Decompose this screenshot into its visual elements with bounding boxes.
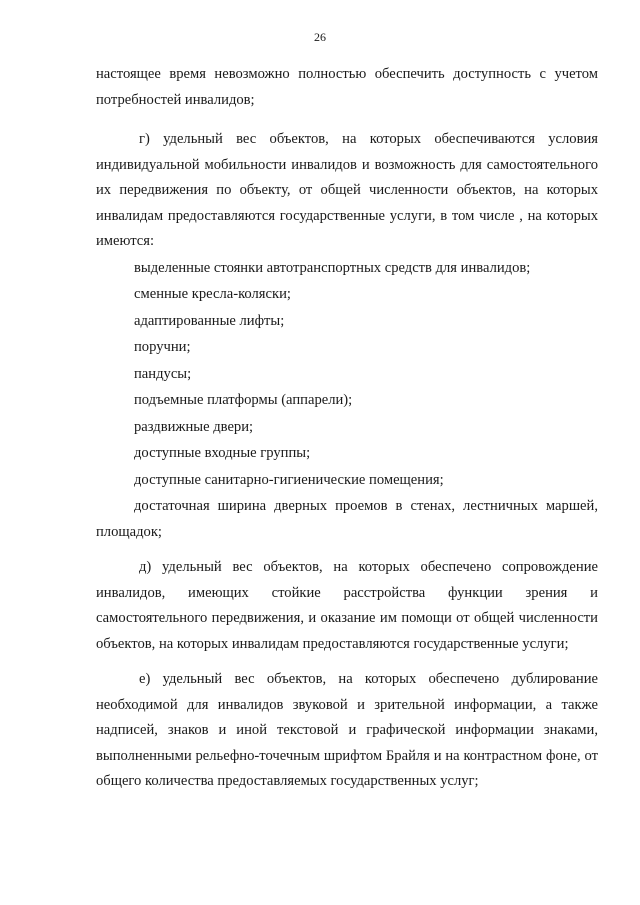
- list-item-last: достаточная ширина дверных проемов в стенах, лестничных маршей, площадок;: [96, 498, 598, 540]
- list-item: поручни;: [134, 339, 191, 355]
- list-item: раздвижные двери;: [134, 418, 254, 435]
- paragraph-e: е) удельный вес объектов, на которых обеспечено дублирование необходимой для инвалидов звуковой и зрительной информации, а также надписей, знаков и иной текстовой и графической информации знаками, выполненными рельефно-точечным шрифтом Брайля и на контрастном фоне, от общего количества предоставляемых государственных услуг;: [96, 671, 598, 789]
- paragraph-continuation: настоящее время невозможно полностью обеспечить доступность с учетом потребностей инвалидов;: [96, 66, 598, 108]
- list-item: подъемные платформы (аппарели);: [134, 392, 353, 408]
- paragraph-d: д) удельный вес объектов, на которых обеспечено сопровождение инвалидов, имеющих стойкие расстройства функции зрения и самостоятельного передвижения, и оказание им помощи от общей численности объектов, на которых инвалидам предоставляются государственные услуги;: [96, 559, 598, 652]
- paragraph-g: г) удельный вес объектов, на которых обеспечиваются условия индивидуальной мобильности инвалидов и возможность для самостоятельного их передвижения по объекту, от общей численности объектов, на которых инвалидам предоставляются государственные услуги, в том числе , на которых имеются:: [96, 131, 598, 249]
- page-number: 26: [314, 30, 326, 44]
- list-item: доступные санитарно-гигиенические помещения;: [134, 471, 444, 488]
- document-body: [96, 62, 598, 795]
- list-item: выделенные стоянки автотранспортных средств для инвалидов;: [134, 259, 531, 276]
- list-item: адаптированные лифты;: [134, 312, 285, 329]
- list-item: пандусы;: [134, 365, 192, 382]
- list-item: сменные кресла-коляски;: [134, 286, 291, 302]
- list-item: доступные входные группы;: [134, 445, 311, 461]
